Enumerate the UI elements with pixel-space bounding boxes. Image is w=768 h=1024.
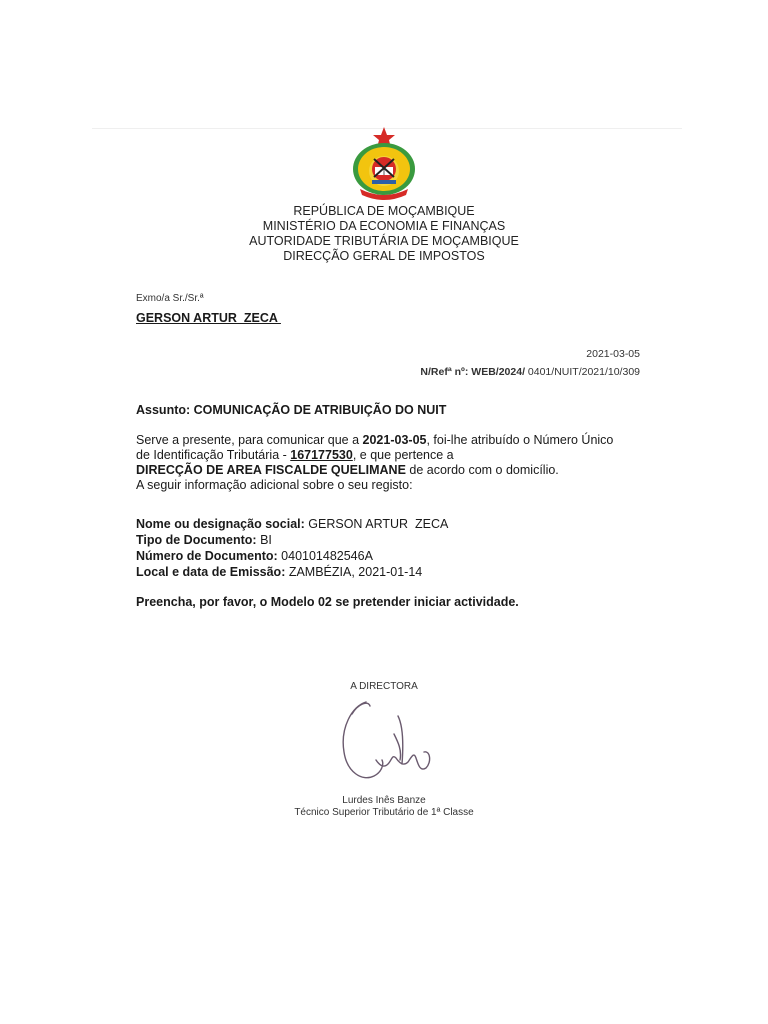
signer-block <box>0 795 768 819</box>
body-line-2 <box>136 448 656 463</box>
info-label: Número de Documento: <box>136 549 278 563</box>
header-line-republic: REPÚBLICA DE MOÇAMBIQUE <box>293 204 475 218</box>
body-line-3 <box>136 463 656 478</box>
info-row-doctype <box>136 532 448 548</box>
header-line-ministry: MINISTÉRIO DA ECONOMIA E FINANÇAS <box>262 219 506 233</box>
recipient-name: GERSON ARTUR ZECA <box>136 311 281 325</box>
institution-header <box>0 204 768 264</box>
body-text: , e que pertence a <box>352 448 454 462</box>
letter-body <box>136 433 656 493</box>
reference-line <box>420 366 640 378</box>
registration-info <box>136 516 448 580</box>
body-text: Serve a presente, para comunicar que a <box>136 433 363 447</box>
info-value: BI <box>256 533 272 547</box>
info-row-name <box>136 516 448 532</box>
subject-line: Assunto: COMUNICAÇÃO DE ATRIBUIÇÃO DO NUIT <box>136 403 447 417</box>
info-label: Tipo de Documento: <box>136 533 257 547</box>
assignment-date: 2021-03-05 <box>362 433 427 447</box>
info-row-docnum <box>136 548 448 564</box>
reference-code: 0401/NUIT/2021/10/309 <box>525 366 640 378</box>
header-line-directorate: DIRECÇÃO GERAL DE IMPOSTOS <box>283 249 485 263</box>
info-value: ZAMBÉZIA, 2021-01-14 <box>285 565 423 579</box>
body-text: , foi-lhe atribuído o Número Único <box>426 433 614 447</box>
letter-date: 2021-03-05 <box>586 348 640 360</box>
nuit-number: 167177530 <box>290 448 353 462</box>
reference-label: N/Refª nº: <box>420 366 472 378</box>
info-row-emission <box>136 564 448 580</box>
info-value: GERSON ARTUR ZECA <box>304 517 449 531</box>
body-line-4: A seguir informação adicional sobre o seu registo: <box>136 478 413 492</box>
header-line-authority: AUTORIDADE TRIBUTÁRIA DE MOÇAMBIQUE <box>249 234 519 248</box>
body-text: de Identificação Tributária - <box>136 448 291 462</box>
body-line-1 <box>136 433 656 448</box>
fiscal-area: DIRECÇÃO DE AREA FISCALDE QUELIMANE <box>136 463 406 477</box>
handwritten-signature <box>322 694 440 786</box>
national-emblem-icon <box>348 125 420 200</box>
info-label: Local e data de Emissão: <box>136 565 286 579</box>
salutation: Exmo/a Sr./Sr.ª <box>136 293 204 304</box>
info-label: Nome ou designação social: <box>136 517 305 531</box>
signer-name: Lurdes Inês Banze <box>342 795 426 806</box>
info-value: 040101482546A <box>277 549 373 563</box>
signatory-title: A DIRECTORA <box>350 681 418 692</box>
body-text: de acordo com o domicílio. <box>405 463 559 477</box>
signer-position: Técnico Superior Tributário de 1ª Classe <box>294 807 474 818</box>
activity-notice: Preencha, por favor, o Modelo 02 se pretender iniciar actividade. <box>136 595 519 609</box>
reference-code-bold: WEB/2024/ <box>471 366 525 378</box>
